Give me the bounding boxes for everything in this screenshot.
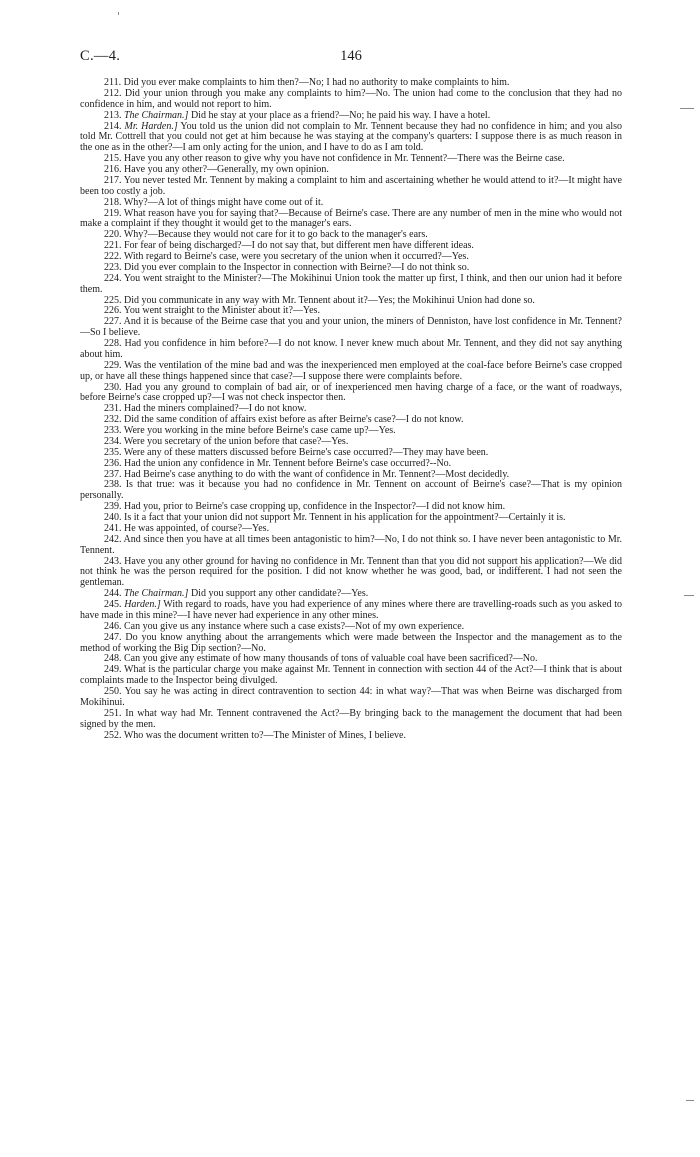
answer-text: —Certainly it is. bbox=[498, 512, 566, 523]
question-text: You never tested Mr. Tennent by making a complaint to him and ascertaining whether he would attend to it? bbox=[123, 174, 559, 186]
question-text: What is the particular charge you make against Mr. Tennent in connection with section 44 of the Act? bbox=[124, 664, 534, 676]
question-text: Did the same condition of affairs exist before as after Beirne's case? bbox=[124, 414, 396, 426]
question-number: 234. bbox=[104, 435, 122, 447]
question-text: You went straight to the Minister about it? bbox=[123, 305, 293, 317]
answer-text: —I do not know. bbox=[238, 403, 307, 415]
question-number: 251. bbox=[104, 707, 122, 719]
question-number: 248. bbox=[104, 653, 122, 665]
answer-text: —No, I do not think so. I have never been antagonistic to Mr. Tennent. bbox=[80, 533, 622, 556]
question-number: 212. bbox=[104, 87, 122, 99]
qa-paragraph bbox=[80, 731, 622, 742]
qa-paragraph bbox=[80, 176, 622, 198]
answer-text: —Generally, my own opinion. bbox=[207, 164, 329, 175]
qa-paragraph bbox=[80, 535, 622, 557]
answer-text: —No; he paid his way. I have a hotel. bbox=[339, 109, 491, 121]
question-text: He was appointed, of course? bbox=[124, 522, 243, 534]
question-number: 214. bbox=[104, 120, 122, 132]
answer-text: —Most decidedly. bbox=[435, 468, 510, 480]
answer-text: --No. bbox=[429, 457, 452, 469]
question-number: 232. bbox=[104, 414, 122, 426]
question-number: 220. bbox=[104, 229, 122, 241]
question-number: 238. bbox=[104, 479, 122, 491]
question-text: Were you working in the mine before Beirne's case came up? bbox=[123, 425, 369, 436]
question-text: With regard to roads, have you had experience of any mines where there are travelling-roads such as you asked to have made in this mine? bbox=[80, 599, 622, 621]
qa-paragraph bbox=[80, 687, 622, 709]
qa-paragraph bbox=[80, 709, 622, 731]
question-number: 215. bbox=[104, 153, 122, 165]
answer-text: —Yes; the Mokihinui Union had done so. bbox=[367, 294, 535, 306]
qa-paragraph bbox=[80, 209, 622, 231]
question-text: Did you support any other candidate? bbox=[190, 588, 342, 600]
qa-paragraph bbox=[80, 361, 622, 383]
question-text: Did he stay at your place as a friend? bbox=[190, 109, 340, 121]
question-text: Had you confidence in him before? bbox=[124, 338, 269, 349]
question-number: 233. bbox=[104, 425, 122, 436]
question-number: 252. bbox=[104, 729, 122, 741]
answer-text: —Because they would not care for it to go back to the manager's ears. bbox=[147, 229, 428, 241]
page-number: 146 bbox=[340, 48, 362, 64]
question-number: 250. bbox=[104, 686, 122, 697]
question-text: Did you communicate in any way with Mr. Tennent about it? bbox=[124, 294, 368, 306]
speaker-name: The Chairman.] bbox=[124, 109, 189, 121]
answer-text: —Because of Beirne's case. There are any number of men in the mine who would not make a complaint if they thought it would get to the manager's ears. bbox=[80, 207, 622, 230]
qa-paragraph bbox=[80, 480, 622, 502]
answer-text: —Not of my own experience. bbox=[345, 620, 465, 632]
answer-text: —Yes. bbox=[341, 588, 369, 600]
question-number: 249. bbox=[104, 664, 122, 676]
question-number: 213. bbox=[104, 109, 122, 121]
margin-mark bbox=[680, 108, 694, 109]
qa-paragraph bbox=[80, 383, 622, 405]
question-text: Had you, prior to Beirne's case cropping up, confidence in the Inspector? bbox=[124, 501, 416, 513]
qa-paragraph bbox=[80, 600, 622, 622]
question-text: Have you any other? bbox=[124, 164, 208, 175]
question-number: 217. bbox=[104, 174, 122, 186]
answer-text: —I did not know him. bbox=[415, 501, 506, 513]
qa-paragraph bbox=[80, 633, 622, 655]
margin-mark bbox=[684, 595, 694, 596]
question-number: 225. bbox=[104, 294, 122, 306]
question-text: In what way had Mr. Tennent contravened the Act? bbox=[125, 707, 340, 719]
question-number: 228. bbox=[104, 338, 122, 349]
question-text: You went straight to the Minister? bbox=[123, 272, 262, 284]
question-number: 241. bbox=[104, 522, 122, 534]
qa-paragraph bbox=[80, 89, 622, 111]
question-text: Do you know anything about the arrangements which were made between the Inspector and the management as to the method of working the Big Dip section? bbox=[80, 631, 622, 654]
question-text: Had you any ground to complain of bad air, or of inexperienced men having charge of a face, or the want of roadways, before Beirne's case cropped up? bbox=[80, 381, 623, 404]
question-text: You say he was acting in direct contravention to section 44: in what way? bbox=[124, 686, 432, 697]
answer-text: —No; I had no authority to make complaints to him. bbox=[298, 77, 510, 88]
question-text: Had the miners complained? bbox=[124, 403, 239, 415]
question-number: 243. bbox=[104, 555, 122, 567]
question-number: 239. bbox=[104, 501, 122, 513]
answer-text: —I have never had experience in any other mines. bbox=[177, 609, 379, 621]
question-number: 219. bbox=[104, 207, 122, 219]
speaker-name: Harden.] bbox=[124, 599, 161, 610]
question-text: Why? bbox=[123, 196, 148, 208]
answer-text: —The Minister of Mines, I believe. bbox=[263, 729, 406, 741]
question-text: And since then you have at all times been antagonistic to him? bbox=[123, 533, 375, 545]
question-text: Had the union any confidence in Mr. Tennent before Beirne's case occurred? bbox=[124, 457, 430, 469]
question-text: Have you any other ground for having no confidence in Mr. Tennent than that you did not support his application? bbox=[124, 555, 584, 567]
answer-text: —A lot of things might have come out of it. bbox=[147, 196, 324, 208]
evidence-text bbox=[80, 78, 622, 741]
answer-text: —I think that is about complaints made to the Inspector being divulged. bbox=[80, 664, 622, 687]
speaker-name: The Chairman.] bbox=[124, 588, 189, 600]
question-number: 229. bbox=[104, 359, 122, 371]
qa-paragraph bbox=[80, 557, 622, 590]
question-text: Had Beirne's case anything to do with the want of confidence in Mr. Tennent? bbox=[124, 468, 436, 480]
question-number: 218. bbox=[104, 196, 122, 208]
question-number: 247. bbox=[104, 631, 122, 643]
answer-text: —They may have been. bbox=[392, 446, 489, 458]
question-text: Did you ever make complaints to him then? bbox=[123, 77, 299, 88]
answer-text: —By bringing back to the management the document that had been signed by the men. bbox=[80, 707, 623, 730]
question-number: 240. bbox=[104, 512, 122, 523]
question-text: For fear of being discharged? bbox=[124, 240, 242, 252]
answer-text: —Yes. bbox=[321, 435, 349, 447]
answer-text: —That was when Beirne was discharged from Mokihinui. bbox=[80, 686, 622, 708]
answer-text: —The Mokihinui Union took the matter up first, I think, and then our union had it before them. bbox=[80, 272, 622, 295]
question-text: Did your union through you make any complaints to him? bbox=[124, 87, 366, 99]
question-number: 227. bbox=[104, 316, 122, 328]
answer-text: —Yes. bbox=[368, 425, 396, 436]
question-number: 246. bbox=[104, 620, 122, 632]
margin-mark bbox=[118, 12, 119, 15]
question-number: 226. bbox=[104, 305, 122, 317]
answer-text: —I am only acting for the union, and I have to do as I am told. bbox=[172, 142, 424, 154]
question-number: 235. bbox=[104, 446, 122, 458]
question-text: Can you give us any instance where such a case exists? bbox=[124, 620, 346, 632]
speaker-name: Mr. Harden.] bbox=[124, 120, 178, 132]
answer-text: —I was not check inspector then. bbox=[211, 392, 346, 404]
question-number: 222. bbox=[104, 251, 122, 262]
qa-paragraph bbox=[80, 317, 622, 339]
question-number: 216. bbox=[104, 164, 122, 175]
answer-text: —Yes. bbox=[292, 305, 320, 317]
question-number: 237. bbox=[104, 468, 122, 480]
qa-paragraph bbox=[80, 339, 622, 361]
qa-paragraph bbox=[80, 122, 622, 155]
answer-text: —I do not know. I never knew much about Mr. Tennent, and they did not say anything about him. bbox=[80, 338, 623, 360]
answer-text: —I do not say that, but different men have different ideas. bbox=[241, 240, 474, 252]
answer-text: —There was the Beirne case. bbox=[447, 153, 565, 165]
question-number: 245. bbox=[104, 599, 122, 610]
answer-text: —It might have been too costly a job. bbox=[80, 174, 622, 197]
answer-text: —That is my opinion personally. bbox=[80, 479, 622, 502]
question-text: Were you secretary of the union before that case? bbox=[123, 435, 322, 447]
question-number: 223. bbox=[104, 261, 122, 273]
question-text: And it is because of the Beirne case that you and your union, the miners of Denniston, have lost confidence in Mr. Tennent? bbox=[123, 316, 622, 328]
question-number: 224. bbox=[104, 272, 122, 284]
question-text: Did you ever complain to the Inspector in connection with Beirne? bbox=[124, 261, 392, 273]
question-text: You told us the union did not complain to Mr. Tennent because they had no confidence in him; and you also told Mr. Cottrell that you could not get at him because he was staying at the company's quarters: I suppose there is as much reason in the one as in the other? bbox=[80, 120, 622, 154]
question-text: With regard to Beirne's case, were you secretary of the union when it occurred? bbox=[123, 251, 442, 262]
question-text: Was the ventilation of the mine bad and was the inexperienced men employed at the coal-face before Beirne's case cropped up, or have all these things happened since that case? bbox=[80, 359, 622, 382]
qa-paragraph bbox=[80, 274, 622, 296]
margin-mark bbox=[686, 1100, 694, 1101]
document-reference: C.—4. bbox=[80, 48, 121, 64]
question-number: 244. bbox=[104, 588, 122, 600]
question-text: Who was the document written to? bbox=[123, 729, 264, 741]
question-text: Have you any other reason to give why you have not confidence in Mr. Tennent? bbox=[124, 153, 448, 165]
answer-text: —I suppose there were complaints before. bbox=[292, 370, 463, 382]
question-number: 230. bbox=[104, 381, 122, 393]
question-text: Were any of these matters discussed before Beirne's case occurred? bbox=[123, 446, 393, 458]
page-header bbox=[80, 48, 622, 68]
answer-text: —Yes. bbox=[242, 522, 270, 534]
answer-text: —Yes. bbox=[441, 251, 469, 262]
question-number: 231. bbox=[104, 403, 122, 415]
answer-text: —I do not think so. bbox=[391, 261, 470, 273]
answer-text: —We did not think he was the person required for the position. I did not know whether he was good, bad, or indifferent. I had not seen the gentleman. bbox=[80, 555, 623, 589]
answer-text: —No. bbox=[512, 653, 538, 665]
question-number: 211. bbox=[104, 77, 122, 88]
answer-text: —I do not know. bbox=[395, 414, 464, 426]
question-number: 221. bbox=[104, 240, 122, 252]
question-number: 236. bbox=[104, 457, 122, 469]
answer-text: —No. bbox=[241, 642, 266, 654]
question-text: Is that true: was it because you had no confidence in Mr. Tennent on account of Beirne's case? bbox=[125, 479, 532, 491]
answer-text: —No. The union had come to the conclusion that they had no confidence in him, and would not report to him. bbox=[80, 87, 623, 110]
qa-paragraph bbox=[80, 665, 622, 687]
answer-text: —So I believe. bbox=[80, 327, 141, 339]
question-text: Is it a fact that your union did not support Mr. Tennent in his application for the appointment? bbox=[124, 512, 499, 523]
question-text: Can you give any estimate of how many thousands of tons of valuable coal have been sacrificed? bbox=[124, 653, 513, 665]
question-text: Why? bbox=[123, 229, 148, 241]
question-number: 242. bbox=[104, 533, 122, 545]
question-text: What reason have you for saying that? bbox=[123, 207, 279, 219]
